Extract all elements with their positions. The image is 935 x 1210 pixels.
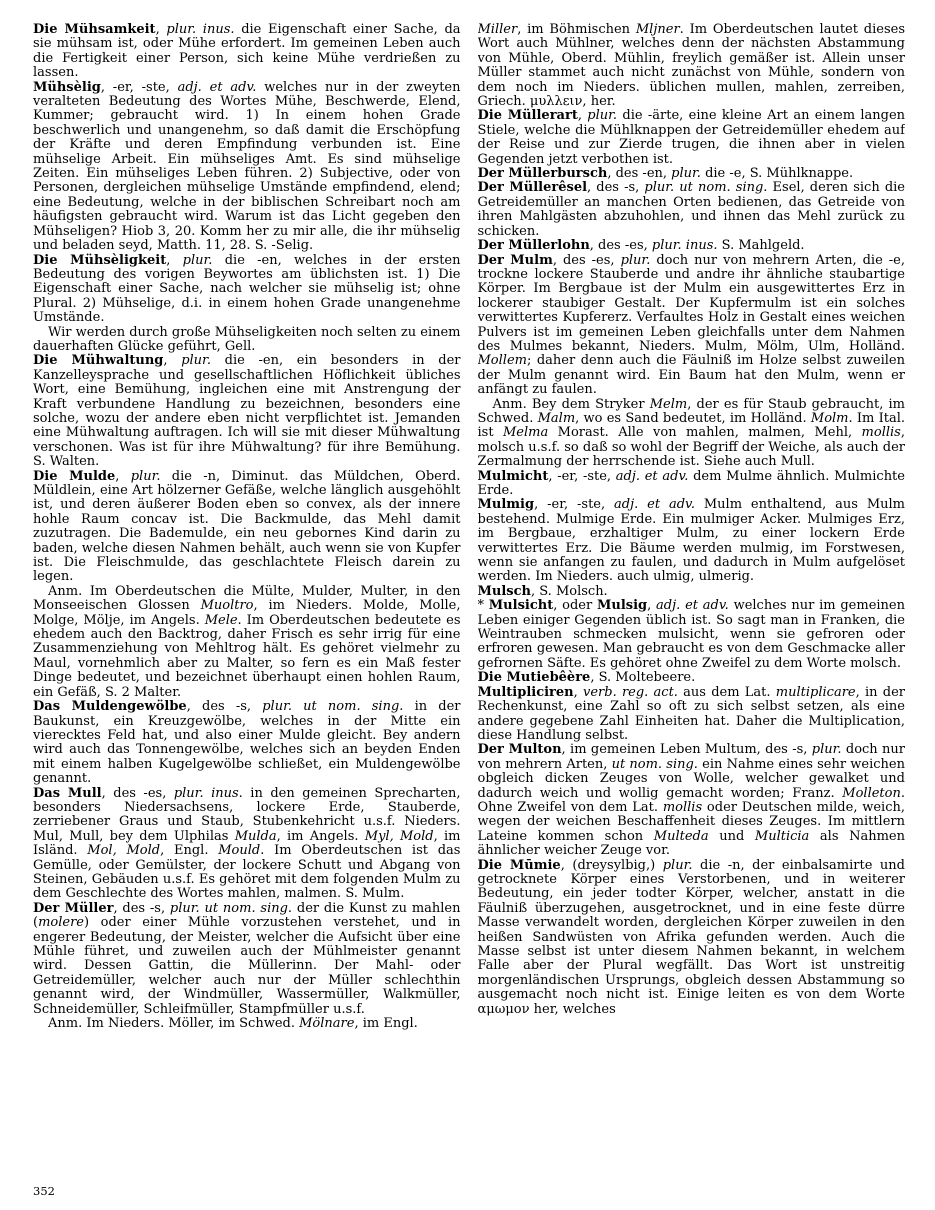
text-run: , der es für Staub gebraucht, im Schwed. [477, 396, 905, 426]
text-run: , im Isländ. [33, 828, 461, 859]
text-run: plur. [620, 252, 651, 268]
text-run: als Nahmen ähnlicher weicher Zeuge vor. [477, 828, 905, 859]
entry-paragraph [478, 686, 906, 744]
entry-paragraph [478, 239, 906, 253]
text-run: Muoltro [200, 598, 254, 614]
headword: Der Mulm [477, 252, 553, 268]
entry-paragraph [478, 599, 906, 671]
text-run: , [163, 353, 182, 369]
text-run: plur. ut nom. sing. [262, 699, 404, 715]
text-run: Mljner [635, 23, 680, 37]
text-run: Anm. Bey dem Stryker [492, 396, 650, 412]
text-run: , des -en, [607, 166, 672, 182]
headword: Die Mūmie [477, 857, 561, 873]
text-run: * [477, 598, 489, 614]
text-run: plur. [662, 857, 693, 873]
text-run: S. Mahlgeld. [717, 238, 805, 254]
text-run: Molm [810, 410, 849, 426]
text-run: , im gemeinen Leben Multum, des -s, [561, 742, 812, 758]
entry-paragraph [33, 470, 461, 585]
text-run: Morast. Alle von mahlen, malmen, Mehl, [548, 425, 862, 441]
entry-paragraph [33, 354, 461, 469]
text-run: plur. [181, 353, 211, 369]
entry-paragraph [478, 671, 906, 685]
text-run: plur. [811, 742, 842, 758]
text-run: , Engl. [160, 843, 219, 859]
entry-paragraph [478, 585, 906, 599]
headword: Multipliciren [477, 684, 574, 700]
text-run: , (dreysylbig,) [560, 857, 663, 873]
text-run: in der Baukunst, ein Kreuzgewölbe, welches in der Mitte ein vierecktes Feld hat, und also einer Mulde gleicht. Bey andern wird auch das Tonnengewölbe, welches sich an beyden Enden mit einem halben Kugelgewölbe schließet, ein Muldengewölbe genannt. [33, 699, 461, 787]
text-run: welches nur im gemeinen Leben einiger Gegenden üblich ist. So sagt man in Franken, die Weintrauben schmecken mulsicht, wenn sie gefroren oder erfroren gewesen. Man gebraucht es von dem Geschmacke aller gefrornen Säfte. Es gehöret ohne Zweifel zu dem Worte molsch. [477, 598, 905, 671]
headword: Der Müllerlohn [477, 238, 590, 254]
text-run: dem Mulme ähnlich. Mulmichte Erde. [477, 468, 905, 498]
text-run: Mollem [477, 353, 527, 369]
headword: Der Müller [33, 900, 114, 916]
text-run: adj. et adv. [656, 598, 729, 614]
text-run: Anm. Im Oberdeutschen die Mülte, Mulder, Multer, in den Monseeischen Glossen [33, 583, 461, 614]
text-run: , S. Molsch. [530, 583, 608, 599]
text-run: plur. [130, 468, 161, 484]
entry-paragraph [33, 585, 461, 700]
text-run: . Ohne Zweifel von dem Lat. [477, 785, 905, 815]
headword: Mulmicht [477, 468, 549, 484]
text-run: ein Nahme eines sehr weichen obgleich dicken Zeuges von Wolle, welcher gewalket und dadurch weich und wollig gemacht worden; Franz. [477, 756, 905, 801]
entry-paragraph [478, 743, 906, 858]
text-run: die -e, S. Mühlknappe. [700, 166, 854, 182]
text-run: Mulda [234, 828, 277, 844]
text-run: Molleton [842, 785, 901, 801]
text-run: , -er, -ste, [100, 79, 178, 95]
text-run: plur. [182, 252, 213, 268]
text-run: , molsch u.s.f. so daß so wohl der Begriff der Weiche, als auch der Zermalmung der herrschende ist. Siehe auch Mull. [477, 425, 905, 470]
text-run: . Im Oberdeutschen ist das Gemülle, oder Gemülster, der lockere Schutt und Abgang von Steinen, Gebäuden u.s.f. Es gehöret mit dem folgenden Mulm zu dem Geschlechte des Wortes mahlen, malmen. S. Mulm. [33, 843, 461, 902]
text-run: Mele [204, 612, 238, 628]
headword: Die Mühwaltung [33, 353, 164, 369]
entry-paragraph [33, 81, 461, 254]
headword: Mühsèlig [33, 79, 101, 95]
text-run: , des -es, [589, 238, 652, 254]
text-run: , des -s, [113, 900, 170, 916]
headword: Die Mühsèligkeit [33, 252, 167, 268]
headword: Die Mutiebêère [477, 670, 591, 686]
entry-paragraph [478, 498, 906, 584]
text-run: . Im Oberdeutschen bedeutete es ehedem auch den Backtrog, daher Frisch es sehr irrig für eine Zusammenziehung von Mehltrog hält. Es gehöret vielmehr zu Maul, vornehmlich aber zu Malter, so fern es ein Maß fester Dinge bedeutet, und bezeichnet überhaupt einen hohlen Raum, ein Gefäß, S. 2 Malter. [33, 612, 461, 700]
text-run: , des -es, [101, 785, 174, 801]
entry-paragraph [478, 167, 906, 181]
entry-paragraph [33, 787, 461, 902]
text-run: Anm. Im Nieders. Möller, im Schwed. [48, 1016, 300, 1032]
headword: Das Mull [33, 785, 102, 801]
text-run: plur. inus. [173, 785, 243, 801]
entry-paragraph [33, 1017, 461, 1031]
headword: Die Mühsamkeit [33, 23, 156, 37]
text-run: aus dem Lat. [677, 684, 776, 700]
text-run: Miller [477, 23, 518, 37]
entry-paragraph [478, 23, 906, 109]
text-run: mollis [662, 799, 703, 815]
text-run: die Eigenschaft einer Sache, da sie mühsam ist, oder Mühe erfordert. Im gemeinen Leben auch die Fertigkeit einer Person, sich keine Mühe verdrießen zu lassen. [33, 23, 461, 81]
text-run: verb. reg. act. [583, 684, 678, 700]
text-run: ; daher denn auch die Fäulniß im Holze selbst zuweilen der Mulm genannt wird. Ein Baum hat den Mulm, wenn er anfängt zu faulen. [477, 353, 905, 398]
entry-paragraph [478, 470, 906, 499]
text-run: plur. inus. [166, 23, 235, 37]
text-run: , -er, -ste, [534, 497, 615, 513]
text-run: molere [38, 915, 84, 931]
text-run: . Im Oberdeutschen lautet dieses Wort auch Mühlner, welches denn der nächsten Abstammung von Mühle, Oberd. Mühlin, freylich gemäßer ist. Allein unser Müller stammet auch nicht zunächst von Mühle, sondern von dem noch im Nieders. üblichen mullen, mahlen, zerreiben, Griech. μυλλειν, her. [477, 23, 905, 110]
text-run: ut nom. sing. [611, 756, 698, 772]
headword: Mulmig [477, 497, 535, 513]
text-run: , oder [553, 598, 597, 614]
text-run: Multeda [653, 828, 709, 844]
entry-paragraph [478, 398, 906, 470]
text-run: Melma [502, 425, 549, 441]
text-run: , [577, 108, 588, 124]
text-run: plur. inus. [651, 238, 718, 254]
entry-paragraph [478, 109, 906, 167]
text-run: , S. Moltebeere. [590, 670, 696, 686]
headword: Der Müllerbursch [477, 166, 608, 182]
text-run: , [573, 684, 583, 700]
text-run: , in der Rechenkunst, eine Zahl so oft zu sich selbst setzen, als eine andere gegebene Zahl Einheiten hat. Daher die Multiplication, diese Handlung selbst. [477, 684, 905, 743]
text-run: , des -s, [587, 180, 645, 196]
text-run: plur. [671, 166, 701, 182]
text-run: Esel, deren sich die Getreidemüller an manchen Orten bedienen, das Getreide von ihren Mahlgästen abzuhohlen, und ihnen das Mehl zurück zu schicken. [477, 180, 905, 239]
entry-paragraph [478, 254, 906, 398]
text-run: , im Angels. [276, 828, 365, 844]
text-run: Malm [537, 410, 576, 426]
headword: Mulsicht [488, 598, 554, 614]
text-run: die -en, welches in der ersten Bedeutung des vorigen Beywortes am üblichsten ist. 1) Die Eigenschaft einer Sache, nach welcher sie mühselig ist; ohne Plural. 2) Mühselige, d.i. in einem hohen Grade unangenehme Umstände. [33, 252, 461, 326]
text-run: die -n, der einbalsamirte und getrocknete Körper eines Verstorbenen, und in weiterer Bedeutung, ein jeder todter Körper, welcher, anstatt in die Fäulniß überzugehen, ausgetrocknet, und in eine feste dürre Masse verwandelt worden, dergleichen Körper zuweilen in den heißen Sandwüsten von Afrika gefunden werden. Auch die Masse selbst ist unter diesem Nahmen bekannt, in welchem Falle aber der Plural wegfällt. Das Wort ist unstreitig morgenländischen Ursprungs, obgleich dessen Abstammung so ausgemacht noch nicht ist. Einige leiten es von dem Worte αμωμον her, welches [477, 857, 905, 1017]
text-run: Melm [649, 396, 688, 412]
text-run: Multicia [754, 828, 810, 844]
text-run: plur. [587, 108, 618, 124]
headword: Das Muldengewölbe [33, 699, 187, 715]
text-run: adj. et adv. [614, 497, 695, 513]
text-run: , des -es, [552, 252, 621, 268]
text-run: plur. ut nom. sing. [644, 180, 768, 196]
entry-paragraph [33, 23, 461, 81]
text-run: die -ärte, eine kleine Art an einem langen Stiele, welche die Mühlknappen der Getreidemüller ehedem auf der Reise und zur Zierde trugen, die ihnen aber in vielen Gegenden jetzt verbothen ist. [477, 108, 905, 167]
entry-paragraph [33, 254, 461, 326]
text-run: multiplicare [775, 684, 856, 700]
text-run: welches nur in der zweyten veralteten Bedeutung des Wortes Mühe, Beschwerde, Elend, Kummer; gebraucht wird. 1) In einem hohen Grade beschwerlich und unangenehm, so daß damit die Erschöpfung der Kräfte und deren Empfindung verbunden ist. Eine mühselige Arbeit. Ein mühseliges Amt. Es sind mühselige Zeiten. Ein mühseliges Leben führen. 2) Subjective, oder von Personen, dergleichen mühselige Umstände empfindend, elend; eine Bedeutung, welche in der biblischen Schreibart noch am häufigsten gebraucht wird. Warum ist das Licht gegeben den Mühseligen? Hiob 3, 20. Komm her zu mir alle, die ihr mühselig und beladen seyd, Matth. 11, 28. S. -Selig. [33, 79, 461, 254]
text-run: , im Engl. [354, 1016, 418, 1032]
text-run: doch nur von mehrern Arten, die -e, trockne lockere Stauberde und andre ihr ähnliche staubartige Körper. Im Bergbaue ist der Mulm ein ausgewittertes Erz in lockerer staubiger Gestalt. Der Kupfermulm ist ein solches verwittertes Kupfererz. Verfaultes Holz in Gestalt eines weichen Pulvers ist im gemeinen Leben gleichfalls unter dem Nahmen des Mulmes bekannt, Nieders. Mulm, Mölm, Ulm, Holländ. [477, 252, 905, 354]
text-run: plur. ut nom. sing. [169, 900, 293, 916]
text-run: die -en, ein besonders in der Kanzelleysprache und gesellschaftlichen Höflichkeit übliches Wort, eine Bemühung, ingleichen eine mit Anstrengung der Kraft verbundene Handlung zu bezeichnen, besonders eine solche, wozu der andere eben nicht verpflichtet ist. Jemanden eine Mühwaltung auftragen. Ich will sie mit dieser Mühwaltung verschonen. Was ist für ihre Mühwaltung? für ihre Bemühung. S. Walten. [33, 353, 461, 470]
text-run: Mulm enthaltend, aus Mulm bestehend. Mulmige Erde. Ein mulmiger Acker. Mulmiges Erz, im Bergbaue, erzhaltiger Mulm, zu einer lockern Erde verwittertes Erz. Die Bäume werden mulmig, im Forstwesen, wenn sie anfangen zu faulen, und dadurch in Mulm aufgelöset werden. Im Nieders. auch ulmig, ulmerig. [477, 497, 905, 585]
text-run: doch nur von mehrern Arten, [477, 742, 905, 772]
text-run: Mölnare [299, 1016, 355, 1032]
text-run: Wir werden durch große Mühseligkeiten noch selten zu einem dauerhaften Glücke geführt, Gell. [33, 324, 461, 354]
text-run: , des -s, [186, 699, 263, 715]
entry-paragraph [478, 859, 906, 1017]
text-run: , [647, 598, 657, 614]
text-run: , im Böhmischen [517, 23, 636, 37]
headword: Die Müllerart [477, 108, 578, 124]
text-run: , -er, -ste, [548, 468, 616, 484]
text-run: mollis [861, 425, 901, 441]
text-run: adj. et adv. [177, 79, 257, 95]
entry-paragraph [33, 700, 461, 786]
column-left [33, 23, 461, 1031]
text-run: Myl, Mold [364, 828, 434, 844]
text-columns [33, 23, 905, 1031]
headword: Mulsch [477, 583, 531, 599]
text-run: und [708, 828, 755, 844]
text-run: der die Kunst zu mahlen ( [33, 900, 461, 931]
text-run: adj. et adv. [615, 468, 689, 484]
text-run: Mould [218, 843, 261, 859]
entry-paragraph [33, 902, 461, 1017]
headword: Der Multon [477, 742, 562, 758]
text-run: ) oder einer Mühle vorzustehen verstehet, und in engerer Bedeutung, der Meister, welcher die Aufsicht über eine Mühle führet, und zuweilen auch der Mühlmeister genannt wird. Dessen Gattin, die Müllerinn. Der Mahl- oder Getreidemüller, welcher auch nur der Müller schlechthin genannt wird, der Windmüller, Wassermüller, Walkmüller, Schneidemüller, Schleifmüller, Stampfmüller u.s.f. [33, 915, 461, 1017]
column-right [478, 23, 906, 1017]
text-run: die -n, Diminut. das Müldchen, Oberd. Müldlein, eine Art hölzerner Gefäße, welche länglich ausgehöhlt ist, und deren äußerer Boden eben so convex, als der innere hohle Raum concav ist. Die Backmulde, das Mehl damit zuzutragen. Die Bademulde, ein neu gebornes Kind darin zu baden, welche diesen Nahmen behält, auch wenn sie von Kupfer ist. Die Fleischmulde, das geschlachtete Fleisch darein zu legen. [33, 468, 461, 585]
entry-paragraph [33, 326, 461, 355]
entry-paragraph [478, 181, 906, 239]
headword: Mulsig [596, 598, 648, 614]
text-run: , wo es Sand bedeutet, im Holländ. [575, 410, 811, 426]
text-run: oder Deutschen milde, weich, wegen der weichen Beschaffenheit dieses Zeuges. Im mittlern Lateine kommen schon [477, 799, 905, 844]
text-run: , [155, 23, 167, 37]
headword: Die Mulde [33, 468, 116, 484]
text-run: , im Nieders. Molde, Molle, Molge, Mölje, im Angels. [33, 598, 461, 628]
text-run: in den gemeinen Sprecharten, besonders Niedersachsens, lockere Erde, Stauberde, zerriebener Graus und Staub, Stubenkehricht u.s.f. Nieders. Mul, Mull, bey dem Ulphilas [33, 785, 461, 844]
text-run: , [166, 252, 183, 268]
headword: Der Müllerêsel [477, 180, 588, 196]
text-run: . Im Ital. ist [477, 410, 905, 441]
text-run: , [115, 468, 131, 484]
page-number: 352 [33, 1184, 55, 1198]
text-run: Mol, Mold [87, 843, 161, 859]
